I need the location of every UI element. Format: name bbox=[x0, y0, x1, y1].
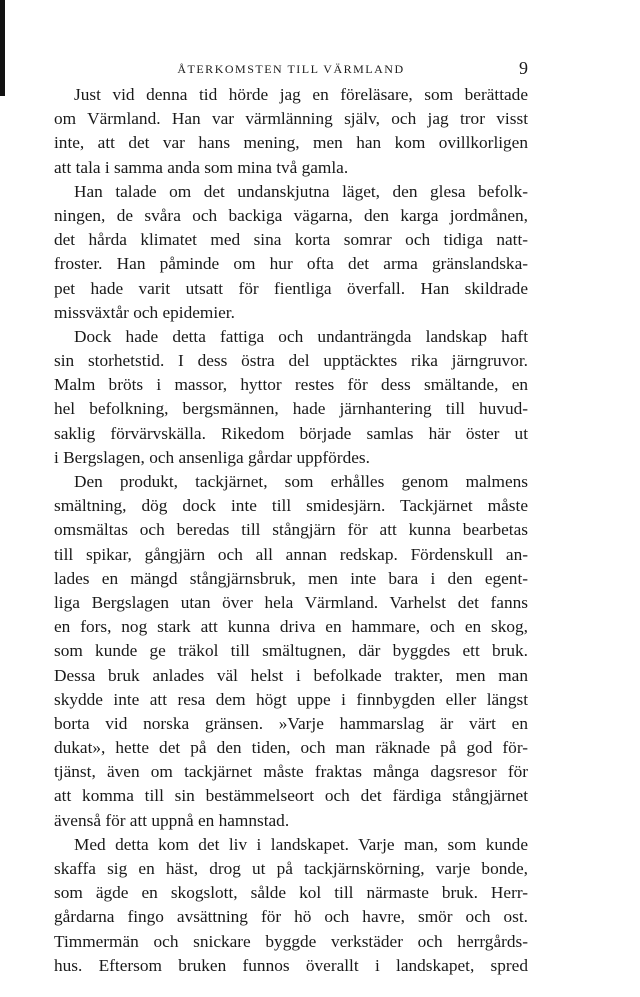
text-line: det hårda klimatet med sina korta somrar och tidiga natt- bbox=[54, 230, 528, 250]
text-line: liga Bergslagen utan över hela Värmland. Varhelst det fanns bbox=[54, 592, 528, 612]
running-title: ÅTERKOMSTEN TILL VÄRMLAND bbox=[177, 62, 405, 76]
text-line: lades en mängd stångjärnsbruk, men inte bara i den egent- bbox=[54, 568, 528, 588]
text-line: som kunde ge träkol till smältugnen, där byggdes ett bruk. bbox=[54, 641, 528, 661]
text-line: inte, att det var hans mening, men han kom ovillkorligen bbox=[54, 133, 528, 153]
text-line: i Bergslagen, och ansenliga gårdar uppfördes. bbox=[54, 447, 370, 467]
text-line: hus. Eftersom bruken funnos överallt i landskapet, spred bbox=[54, 955, 528, 975]
text-line: om Värmland. Han var värmlänning själv, och jag tror visst bbox=[54, 109, 528, 129]
page-edge-mark bbox=[0, 0, 5, 96]
text-line: dukat», hette det på den tiden, och man räknade på god för- bbox=[54, 738, 528, 758]
text-line: pet hade varit utsatt för fientliga överfall. Han skildrade bbox=[54, 278, 528, 298]
text-line: en fors, nog stark att kunna driva en hammare, och en skog, bbox=[54, 617, 528, 637]
text-line: att tala i samma anda som mina två gamla. bbox=[54, 157, 349, 177]
text-line: saklig förvärvskälla. Rikedom började samlas här öster ut bbox=[54, 423, 528, 443]
text-line: ävenså för att uppnå en hamnstad. bbox=[54, 810, 290, 830]
text-line: Dock hade detta fattiga och undanträngda landskap haft bbox=[74, 326, 528, 346]
text-line: missväxtår och epidemier. bbox=[54, 302, 235, 322]
text-line: Med detta kom det liv i landskapet. Varje man, som kunde bbox=[74, 834, 528, 854]
text-line: gårdarna fingo avsättning för hö och havre, smör och ost. bbox=[54, 907, 528, 927]
page-header bbox=[54, 58, 528, 82]
text-line: Just vid denna tid hörde jag en föreläsare, som berättade bbox=[74, 85, 528, 104]
text-line: borta vid norska gränsen. »Varje hammarslag är värt en bbox=[54, 713, 528, 733]
body-text bbox=[54, 83, 528, 978]
text-line: omsmältas och beredas till stångjärn för att kunna bearbetas bbox=[54, 520, 528, 540]
text-line: skydde inte att resa dem högt uppe i finnbygden eller längst bbox=[54, 689, 528, 709]
text-line: Malm bröts i massor, hyttor restes för dess smältande, en bbox=[54, 375, 528, 395]
text-line: smältning, dög dock inte till smidesjärn. Tackjärnet måste bbox=[54, 496, 528, 516]
text-line: Timmermän och snickare byggde verkstäder och herrgårds- bbox=[54, 931, 528, 951]
text-line: sin storhetstid. I dess östra del upptäcktes rika järngruvor. bbox=[54, 351, 528, 371]
text-line: hel befolkning, bergsmännen, hade järnhantering till huvud- bbox=[54, 399, 528, 419]
text-line: som ägde en skogslott, sålde kol till närmaste bruk. Herr- bbox=[54, 883, 528, 903]
text-line: froster. Han påminde om hur ofta det arma gränslandska- bbox=[54, 254, 528, 274]
text-line: Han talade om det undanskjutna läget, den glesa befolk- bbox=[74, 181, 528, 201]
page-number: 9 bbox=[519, 58, 528, 78]
text-line: att komma till sin bestämmelseort och det färdiga stångjärnet bbox=[54, 786, 528, 806]
text-line: tjänst, även om tackjärnet måste fraktas många dagsresor för bbox=[54, 762, 528, 782]
text-line: skaffa sig en häst, drog ut på tackjärnskörning, varje bonde, bbox=[54, 859, 528, 878]
text-line: ningen, de svåra och backiga vägarna, den karga jordmånen, bbox=[54, 205, 528, 225]
text-line: Den produkt, tackjärnet, som erhålles genom malmens bbox=[74, 472, 528, 491]
text-line: Dessa bruk anlades väl helst i befolkade trakter, men man bbox=[54, 665, 528, 685]
text-line: till spikar, gångjärn och all annan redskap. Fördenskull an- bbox=[54, 544, 528, 564]
